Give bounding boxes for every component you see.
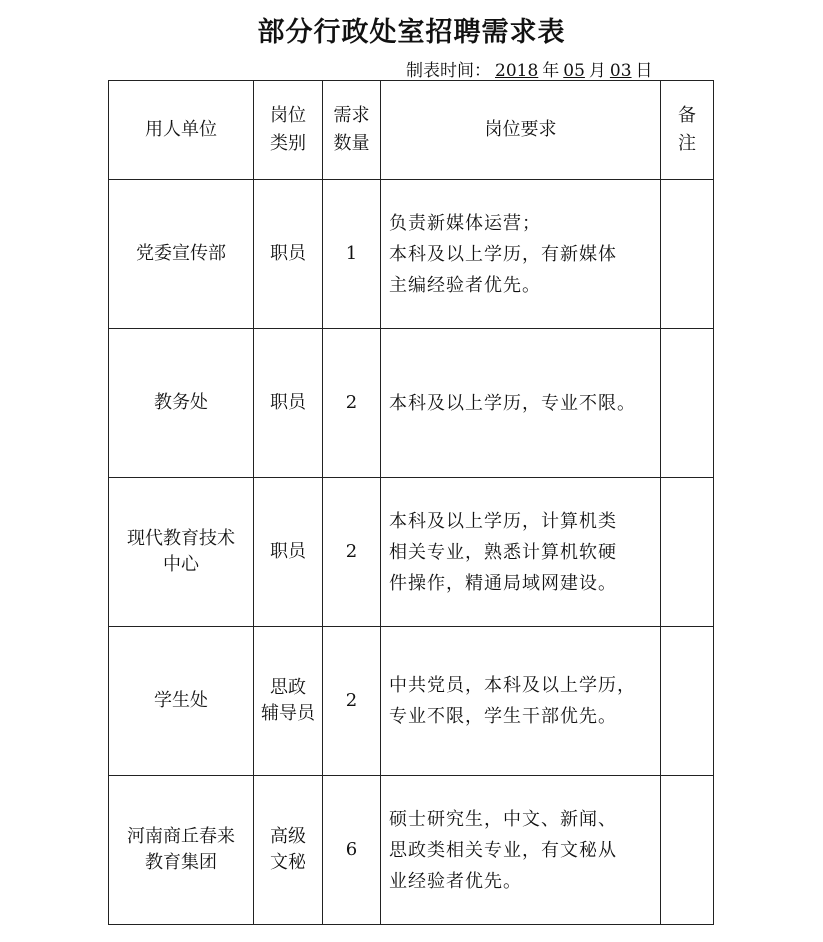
cell-note [661,329,714,478]
header-count [323,81,381,180]
header-note-line2: 注 [678,133,696,154]
cell-requirements [381,478,661,627]
cell-requirements-line: 本科及以上学历，专业不限。 [389,392,636,414]
date-label: 制表时间： [406,61,491,81]
cell-unit-line: 学生处 [154,690,208,711]
cell-type [254,627,323,776]
table-row [109,180,714,329]
cell-requirements-line: 本科及以上学历，计算机类 [389,510,617,532]
cell-requirements-line: 硕士研究生，中文、新闻、 [389,808,617,830]
recruitment-table [108,80,714,925]
header-note-line1: 备 [678,105,696,126]
cell-unit [109,627,254,776]
cell-requirements-line: 业经验者优先。 [389,870,522,892]
table-row [109,776,714,925]
page-title: 部分行政处室招聘需求表 [257,17,566,48]
date-month: 05 [563,61,585,81]
date-line [406,56,653,81]
cell-type-line: 职员 [270,243,306,264]
cell-unit [109,180,254,329]
cell-count: 6 [323,776,381,925]
cell-type [254,478,323,627]
cell-requirements [381,776,661,925]
cell-requirements-line: 思政类相关专业，有文秘从 [389,839,617,861]
table-row [109,478,714,627]
date-day-unit: 日 [635,61,653,81]
cell-type [254,180,323,329]
date-year: 2018 [495,61,539,81]
cell-unit [109,478,254,627]
date-day: 03 [609,61,632,81]
cell-requirements-line: 中共党员，本科及以上学历， [389,675,636,696]
cell-note [661,627,714,776]
cell-unit-line: 中心 [163,554,199,575]
cell-type-line: 辅导员 [261,703,315,724]
cell-note [661,180,714,329]
cell-unit-line: 教务处 [154,392,208,413]
cell-type-line: 文秘 [270,852,306,873]
cell-count: 2 [323,329,381,478]
cell-note [661,478,714,627]
cell-requirements-line: 主编经验者优先。 [389,274,541,296]
cell-unit-line: 党委宣传部 [136,243,226,264]
cell-type-line: 职员 [270,541,306,562]
table-row [109,627,714,776]
cell-requirements [381,180,661,329]
cell-unit-line: 教育集团 [145,852,217,873]
cell-unit [109,329,254,478]
cell-requirements-line: 本科及以上学历，有新媒体 [389,243,617,265]
cell-requirements [381,329,661,478]
cell-requirements-line: 负责新媒体运营； [389,212,541,234]
cell-type-line: 高级 [270,826,306,847]
cell-requirements-line: 专业不限，学生干部优先。 [389,706,617,727]
cell-requirements [381,627,661,776]
cell-unit [109,776,254,925]
cell-type [254,329,323,478]
cell-note [661,776,714,925]
header-unit: 用人单位 [109,81,254,180]
header-count-line2: 数量 [333,133,370,154]
header-requirements: 岗位要求 [381,81,661,180]
cell-type [254,776,323,925]
table-header-row [109,81,714,180]
cell-count: 2 [323,478,381,627]
cell-requirements-line: 件操作，精通局域网建设。 [389,572,617,594]
table-row [109,329,714,478]
header-type-line2: 类别 [270,133,306,154]
cell-requirements-line: 相关专业，熟悉计算机软硬 [389,541,617,563]
cell-unit-line: 现代教育技术 [127,528,235,549]
date-year-unit: 年 [542,61,560,81]
cell-count: 2 [323,627,381,776]
cell-count: 1 [323,180,381,329]
header-count-line1: 需求 [333,105,370,126]
table-body [109,180,714,925]
header-note [661,81,714,180]
header-type [254,81,323,180]
cell-type-line: 思政 [270,677,306,698]
date-month-unit: 月 [588,61,606,81]
cell-type-line: 职员 [270,392,306,413]
cell-unit-line: 河南商丘春来 [127,826,235,847]
header-type-line1: 岗位 [270,105,306,126]
